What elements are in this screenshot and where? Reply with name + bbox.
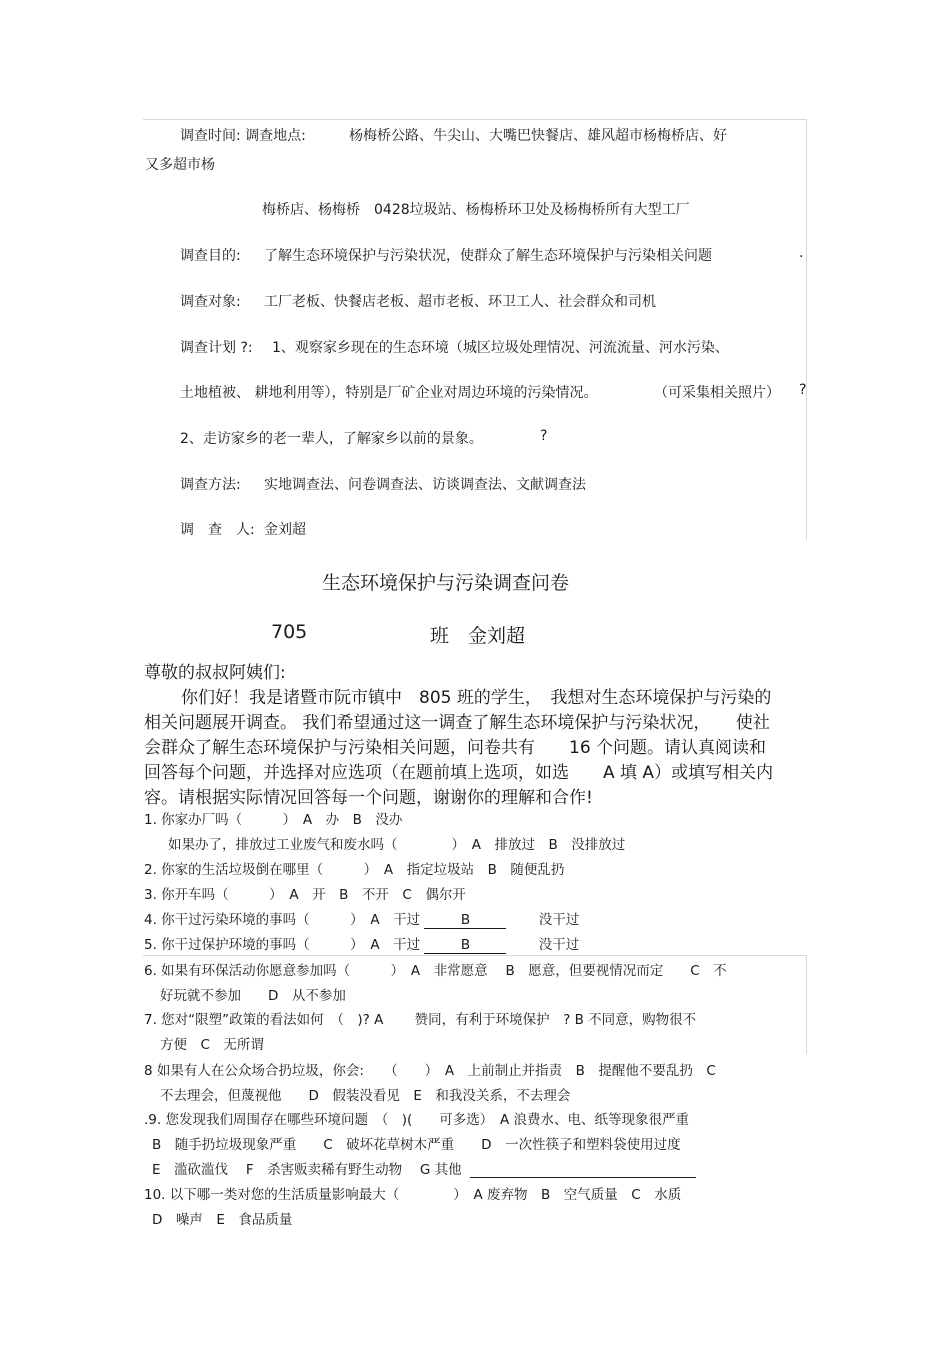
subject-label: 调查对象: — [180, 294, 241, 310]
intro-line-3: 会群众了解生态环境保护与污染相关问题，问卷共有 16 个问题。请认真阅读和 — [144, 738, 767, 758]
plan-line-2-mark: ? — [799, 382, 807, 398]
purpose-text: 了解生态环境保护与污染状况，使群众了解生态环境保护与污染相关问题 — [264, 248, 712, 264]
question-5 — [144, 933, 579, 954]
plan-label: 调查计划 ?: — [180, 340, 253, 356]
intro-line-1: 你们好！我是诸暨市阮市镇中 805 班的学生， 我想对生态环境保护与污染的 — [181, 688, 772, 708]
question-4-text: 4. 你干过污染环境的事吗（ ） A 干过 — [144, 912, 421, 928]
question-8: 8 如果有人在公众场合扔垃圾，你会: （ ） A 上前制止并指责 B 提醒他不要乱扔 C — [144, 1063, 716, 1079]
method-text: 实地调查法、问卷调查法、访谈调查法、文献调查法 — [264, 477, 586, 493]
purpose-label: 调查目的: — [180, 248, 241, 264]
subject-text: 工厂老板、快餐店老板、超市老板、环卫工人、社会群众和司机 — [264, 294, 656, 310]
question-5-option-b: 没干过 — [538, 937, 580, 953]
intro-line-5: 容。请根据实际情况回答每一个问题，谢谢你的理解和合作! — [144, 788, 593, 808]
locations-line-2: 又多超市杨 — [145, 157, 215, 173]
question-6-cont: 好玩就不参加 D 从不参加 — [160, 988, 346, 1004]
investigator-label: 调 查 人: — [180, 522, 255, 538]
locations-line-1: 杨梅桥公路、牛尖山、大嘴巴快餐店、雄风超市杨梅桥店、好 — [349, 128, 727, 144]
question-1: 1. 你家办厂吗（ ） A 办 B 没办 — [144, 812, 403, 828]
question-9-cont-2 — [152, 1158, 696, 1178]
time-location-label: 调查时间: 调查地点: — [180, 128, 306, 144]
greeting: 尊敬的叔叔阿姨们: — [144, 663, 286, 683]
question-7-cont: 方便 C 无所谓 — [160, 1037, 264, 1053]
question-4-option-b: 没干过 — [538, 912, 580, 928]
question-1-sub: 如果办了，排放过工业废气和废水吗（ ） A 排放过 B 没排放过 — [168, 837, 626, 853]
questionnaire-title: 生态环境保护与污染调查问卷 — [322, 572, 570, 594]
plan-line-3-mark: ? — [540, 428, 548, 444]
question-9-other-blank — [470, 1162, 696, 1178]
class-number: 705 — [271, 621, 308, 643]
question-5-blank-b: B — [424, 937, 506, 954]
question-10: 10. 以下哪一类对您的生活质量影响最大（ ） A 废弃物 B 空气质量 C 水质 — [144, 1187, 682, 1203]
class-author: 班 金刘超 — [430, 625, 526, 647]
plan-line-1: 1、观察家乡现在的生态环境（城区垃圾处理情况、河流流量、河水污染、 — [272, 340, 729, 356]
question-9: .9. 您发现我们周围存在哪些环境问题 （ )( 可多选） A 浪费水、电、纸等现象很严重 — [144, 1112, 690, 1128]
locations-line-3: 梅桥店、杨梅桥 0428垃圾站、杨梅桥环卫处及杨梅桥所有大型工厂 — [262, 202, 690, 218]
question-4 — [144, 908, 579, 929]
question-9-cont-1: B 随手扔垃圾现象严重 C 破坏花草树木严重 D 一次性筷子和塑料袋使用过度 — [152, 1137, 681, 1153]
method-label: 调查方法: — [180, 477, 241, 493]
question-8-cont: 不去理会，但蔑视他 D 假装没看见 E 和我没关系，不去理会 — [160, 1088, 571, 1104]
question-9-cont-2-text: E 滥砍滥伐 F 杀害贩卖稀有野生动物 G 其他 — [152, 1162, 462, 1178]
question-2: 2. 你家的生活垃圾倒在哪里（ ） A 指定垃圾站 B 随便乱扔 — [144, 862, 565, 878]
question-3: 3. 你开车吗（ ） A 开 B 不开 C 偶尔开 — [144, 887, 466, 903]
investigator-name: 金刘超 — [264, 522, 306, 538]
question-5-text: 5. 你干过保护环境的事吗（ ） A 干过 — [144, 937, 421, 953]
question-4-blank-b: B — [424, 912, 506, 929]
plan-line-2: 土地植被、 耕地利用等），特别是厂矿企业对周边环境的污染情况。 — [180, 385, 598, 401]
question-7: 7. 您对“限塑”政策的看法如何 （ )? A 赞同，有利于环境保护 ? B 不同意，购物很不 — [144, 1012, 697, 1028]
plan-line-2-note: （可采集相关照片） — [654, 385, 780, 401]
question-10-cont: D 噪声 E 食品质量 — [152, 1212, 293, 1228]
plan-line-3: 2、走访家乡的老一辈人，了解家乡以前的景象。 — [180, 431, 483, 447]
question-6: 6. 如果有环保活动你愿意参加吗（ ） A 非常愿意 B 愿意，但要视情况而定 C 不 — [144, 963, 727, 979]
purpose-mark: . — [799, 245, 804, 261]
intro-line-4: 回答每个问题，并选择对应选项（在题前填上选项，如选 A 填 A）或填写相关内 — [144, 763, 774, 783]
intro-line-2: 相关问题展开调查。 我们希望通过这一调查了解生态环境保护与污染状况， 使社 — [144, 713, 770, 733]
